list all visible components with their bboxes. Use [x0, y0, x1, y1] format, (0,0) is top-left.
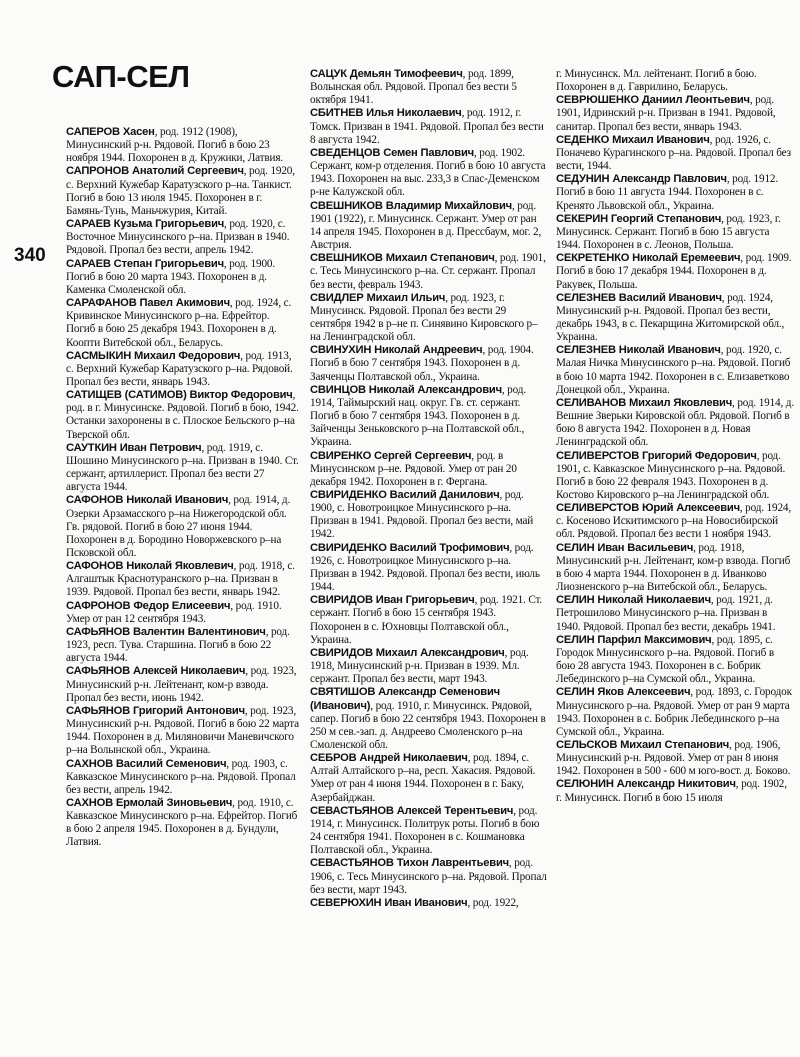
memorial-entry: [310, 752, 548, 805]
entry-text: , род. 1922,: [467, 896, 519, 909]
entry-text: , род. 1923, г. Минусинск. Сержант. Погиб в бою 15 августа 1944. Похоронен в с. Леонов, Польша.: [556, 212, 781, 252]
entry-text: , род. 1902. Сержант, ком-р отделения. Погиб в бою 10 августа 1943. Похоронен на выс. 233,3 в Спас-Деменском р-не Калужской обл.: [310, 146, 546, 199]
entry-name: САЦУК Демьян Тимофеевич: [310, 68, 463, 80]
entry-text: , род. 1914, д. Озерки Арзамасского р–на Нижегородской обл. Гв. рядовой. Погиб в бою 27 июня 1944. Похоронен в д. Бородино Новоржевского р–на Псковской обл.: [66, 494, 291, 559]
memorial-entry: [310, 292, 548, 345]
entry-text: , род. 1906, Минусинский р-н. Рядовой. Умер от ран 8 июня 1942. Похоронен в 500 - 600 м юго-вост. д. Боково.: [556, 738, 791, 778]
memorial-entry: [310, 686, 548, 752]
entry-name: СЕЛИВЕРСТОВ Юрий Алексеевич: [556, 502, 740, 515]
memorial-entry: [66, 389, 300, 442]
entry-name: СВИНУХИН Николай Андреевич: [310, 344, 483, 357]
entry-name: САФОНОВ Николай Иванович: [66, 494, 229, 507]
entry-text: , род. 1920, с. Восточное Минусинского р–на. Призван в 1940. Рядовой. Пропал без вести, апрель 1942.: [66, 218, 290, 257]
entry-text: , род. 1903, с. Кавказское Минусинского р–на. Рядовой. Пропал без вести, апрель 1942.: [66, 757, 296, 796]
entry-name: СВИДЛЕР Михаил Ильич: [310, 291, 446, 304]
entry-text: , род. 1920, с. Малая Ничка Минусинского р–на. Рядовой. Погиб в бою 10 марта 1942. Похоронен в с. Елизаветково Донецкой обл., Украина.: [556, 344, 791, 396]
memorial-entry: [66, 218, 300, 257]
memorial-entry: [66, 758, 300, 797]
entry-name: СЕЛЕЗНЕВ Николай Иванович: [556, 344, 721, 357]
entry-name: СЕВЕРЮХИН Иван Иванович: [310, 896, 468, 909]
memorial-entry: [310, 384, 548, 450]
entry-name: САФЬЯНОВ Алексей Николаевич: [66, 665, 246, 678]
memorial-entry: [556, 173, 794, 212]
entry-name: СЕЛЮНИН Александр Никитович: [556, 778, 736, 791]
entry-text: , род. 1904. Погиб в бою 7 сентября 1943. Похоронен в д. Заяченцы Полтавской обл., Украина.: [310, 344, 534, 383]
entry-text: , род. 1914, д. Вешние Зверьки Кировской обл. Рядовой. Погиб в бою 8 августа 1942. Похоронен в д. Новая Ленинградской обл.: [556, 396, 794, 449]
memorial-entry: [556, 252, 794, 291]
entry-name: СЕВРЮШЕНКО Даниил Леонтьевич: [556, 94, 750, 107]
memorial-entry: [310, 897, 548, 910]
entry-name: СЕЛИВЕРСТОВ Григорий Федорович: [556, 449, 757, 462]
entry-text: , род. 1924, Минусинский р-н. Рядовой. Пропал без вести, декабрь 1943, в с. Пекарщина Житомирской обл., Украина.: [556, 291, 785, 344]
entry-name: СБИТНЕВ Илья Николаевич: [310, 107, 462, 120]
entry-text: , род. 1910. Умер от ран 12 сентября 1943.: [66, 599, 282, 625]
memorial-entry: [556, 213, 794, 252]
memorial-entry: [66, 626, 300, 665]
memorial-entry: [66, 665, 300, 704]
memorial-entry: [66, 258, 300, 297]
entry-text: , род. 1901, с. Кавказское Минусинского р–на. Рядовой. Погиб в бою 22 февраля 1943. Похоронен в д. Костово Кировского р–на Ленинградской обл.: [556, 449, 786, 501]
entry-name: САХНОВ Ермолай Зиновьевич: [66, 796, 233, 809]
memorial-entry: [310, 857, 548, 896]
memorial-entry: [556, 94, 794, 133]
entry-text: , род. 1918, с. Алгаштык Краснотуранского р–на. Призван в 1939. Рядовой. Пропал без вести, январь 1942.: [66, 560, 295, 599]
entry-name: СЕВАСТЬЯНОВ Алексей Терентьевич: [310, 804, 514, 817]
memorial-entry: [556, 686, 794, 739]
entry-text: , род. 1914, г. Минусинск. Политрук роты. Погиб в бою 24 сентября 1941. Похоронен в с. Кошмановка Полтавской обл., Украина.: [310, 804, 540, 857]
entry-name: САСМЫКИН Михаил Федорович: [66, 349, 241, 362]
entry-name: САРАЕВ Кузьма Григорьевич: [66, 218, 225, 231]
entry-name: САРАЕВ Степан Григорьевич: [66, 257, 224, 270]
entry-name: СВИНЦОВ Николай Александрович: [310, 383, 502, 396]
entry-text: , род. 1902, г. Минусинск. Погиб в бою 15 июля: [556, 778, 787, 804]
memorial-entry: [556, 634, 794, 687]
memorial-entry: [310, 200, 548, 253]
entry-text: , род. 1920, с. Верхний Кужебар Каратузского р–на. Танкист. Погиб в бою 13 июля 1945. Похоронен в г. Бамянь-Тунь, Маньчжурия, Китай.: [66, 165, 295, 217]
entry-name: САФРОНОВ Федор Елисеевич: [66, 599, 231, 612]
entry-text: , род. 1910, с. Кавказское Минусинского р–на. Ефрейтор. Погиб в бою 2 апреля 1945. Похоронен в д. Бундули, Латвия.: [66, 796, 298, 849]
entry-name: СВЕДЕНЦОВ Семен Павлович: [310, 146, 474, 159]
entry-name: СВИРИДЕНКО Василий Трофимович: [310, 541, 510, 554]
entry-name: СЕЛИН Николай Николаевич: [556, 594, 711, 607]
entry-text: , род. 1893, с. Городок Минусинского р–на. Рядовой. Умер от ран 9 марта 1943. Похоронен в с. Бобрик Лебединского р–на Сумской обл., Украина.: [556, 686, 792, 738]
entry-name: САФОНОВ Николай Яковлевич: [66, 560, 234, 573]
entry-text: , род. 1910, г. Минусинск. Рядовой, сапер. Погиб в бою 22 сентября 1943. Похоронен в 250 м сев.-зап. д. Андреево Смоленского р–на Смоленской обл.: [310, 699, 546, 751]
entry-name: СЕЛИВАНОВ Михаил Яковлевич: [556, 396, 733, 409]
memorial-entry: [66, 165, 300, 218]
memorial-entry: [556, 397, 794, 450]
entry-text: , род. 1923, Минусинский р-н. Лейтенант, ком-р взвода. Пропал без вести, июнь 1942.: [66, 665, 297, 704]
entry-text: , род. 1894, с. Алтай Алтайского р–на, респ. Хакасия. Рядовой. Умер от ран 4 июня 1944. Похоронен в г. Баку, Азербайджан.: [310, 752, 536, 804]
entry-text: , род. 1912, г. Томск. Призван в 1941. Рядовой. Пропал без вести 8 августа 1942.: [310, 107, 544, 146]
memorial-entry: [66, 494, 300, 560]
entry-name: СЕВАСТЬЯНОВ Тихон Лаврентьевич: [310, 857, 509, 870]
entry-text: , род. 1901, с. Тесь Минусинского р–на. Ст. сержант. Пропал без вести, февраль 1943.: [310, 252, 546, 291]
entry-name: САХНОВ Василий Семенович: [66, 757, 227, 770]
memorial-entry: [310, 252, 548, 291]
memorial-entry: [556, 450, 794, 503]
memorial-entry: [66, 705, 300, 758]
column-1: [66, 126, 300, 850]
entry-text: , род. в г. Минусинске. Рядовой. Погиб в бою, 1942. Останки захоронены в с. Плоское Бельского р–на Тверской обл.: [66, 389, 299, 441]
entry-name: СЕЛЬСКОВ Михаил Степанович: [556, 738, 730, 751]
entry-name: САТИЩЕВ (САТИМОВ) Виктор Федорович: [66, 389, 293, 402]
entry-text: , род. 1899, Волынская обл. Рядовой. Пропал без вести 5 октября 1941.: [310, 68, 517, 107]
entry-text: , род. 1919, с. Шошино Минусинского р–на. Призван в 1940. Ст. сержант, артиллерист. Пропал без вести 27 августа 1944.: [66, 441, 299, 494]
section-heading: САП-СЕЛ: [52, 59, 190, 94]
entry-text: , род. 1921. Ст. сержант. Погиб в бою 15 сентября 1943. Похоронен в с. Юхновцы Полтавской обл., Украина.: [310, 594, 543, 646]
entry-text: , род. 1923, Минусинский р-н. Рядовой. Погиб в бою 22 марта 1944. Похоронен в д. Миляновичи Маневичского р–на Волынской обл., Украина.: [66, 704, 299, 757]
column-3: [556, 68, 794, 805]
entry-text: , род. 1906, с. Тесь Минусинского р–на. Рядовой. Пропал без вести, март 1943.: [310, 857, 547, 896]
memorial-entry: [310, 805, 548, 858]
memorial-entry: [556, 542, 794, 595]
entry-text: , род. 1912 (1908), Минусинский р-н. Рядовой. Погиб в бою 23 ноября 1944. Похоронен в д. Кружики, Латвия.: [66, 126, 284, 165]
memorial-entry: [556, 292, 794, 345]
memorial-entry: [556, 134, 794, 173]
memorial-entry: [310, 542, 548, 595]
memorial-entry: [66, 560, 300, 599]
memorial-entry: [310, 344, 548, 383]
entry-text: , род. 1918, Минусинский р-н. Лейтенант, ком-р взвода. Погиб в бою 4 марта 1944. Похоронен в д. Иванково Лиозненского р–на Витебской обл., Беларусь.: [556, 541, 791, 594]
memorial-entry: [310, 489, 548, 542]
entry-name: СВЕШНИКОВ Владимир Михайлович: [310, 199, 512, 212]
entry-text: , род. 1921, д. Петрошилово Минусинского р–на. Призван в 1940. Рядовой. Пропал без вести, декабрь 1941.: [556, 594, 776, 633]
column-2: [310, 68, 548, 910]
memorial-entry: [310, 450, 548, 489]
entry-text: , род. 1924, с. Косеново Искитимского р–на Новосибирской обл. Рядовой. Пропал без вести 1 ноября 1943.: [556, 502, 791, 541]
memorial-entry: [66, 126, 300, 165]
entry-text: , род. 1923, г. Минусинск. Рядовой. Пропал без вести 29 сентября 1942 в р–не п. Синявино Кировского р–на Ленинградской обл.: [310, 291, 538, 344]
entry-text: , род. 1895, с. Городок Минусинского р–на. Рядовой. Погиб в бою 28 августа 1943. Похоронен в с. Бобрик Лебединского р–на Сумской обл., Украина.: [556, 633, 774, 686]
entry-text: , род. 1901, Идринский р-н. Призван в 1941. Рядовой, санитар. Пропал без вести, январь 1943.: [556, 94, 776, 133]
entry-name: СВИРЕНКО Сергей Сергеевич: [310, 449, 472, 462]
entry-name: СЕЛЕЗНЕВ Василий Иванович: [556, 291, 722, 304]
entry-name: СЕЛИН Иван Васильевич: [556, 541, 694, 554]
entry-name: СВИРИДОВ Михаил Александрович: [310, 646, 505, 659]
entry-name: СВЕШНИКОВ Михаил Степанович: [310, 252, 495, 265]
entry-name: СЕДЕНКО Михаил Иванович: [556, 133, 710, 146]
memorial-entry: [310, 147, 548, 200]
entry-name: СВЯТИШОВ Александр Семенович (Иванович): [310, 686, 500, 712]
entry-text: , род. 1912. Погиб в бою 11 августа 1944. Похоронен в с. Кренято Львовской обл., Украина.: [556, 173, 778, 212]
memorial-entry: [66, 600, 300, 626]
memorial-entry: [556, 594, 794, 633]
entry-text: , род. 1913, с. Верхний Кужебар Каратузского р–на. Рядовой. Пропал без вести, январь 1943.: [66, 349, 293, 388]
memorial-entry: [66, 797, 300, 850]
entry-text: , род. 1926, с. Поначево Курагинского р–на. Рядовой. Пропал без вести, 1944.: [556, 133, 791, 173]
memorial-entry: [310, 594, 548, 647]
entry-text: , род. 1909. Погиб в бою 17 декабря 1944. Похоронен в д. Ракувек, Польша.: [556, 252, 792, 291]
entry-name: САУТКИН Иван Петрович: [66, 441, 202, 454]
memorial-entry: [556, 739, 794, 778]
entry-text: , род. 1923, респ. Тува. Старшина. Погиб в бою 22 августа 1944.: [66, 625, 290, 665]
memorial-entry: [310, 68, 548, 107]
memorial-entry: [556, 778, 794, 804]
entry-name: САФЬЯНОВ Валентин Валентинович: [66, 625, 266, 638]
entry-name: СВИРИДЕНКО Василий Данилович: [310, 489, 500, 501]
memorial-entry: [66, 442, 300, 495]
entry-text: , род. 1926, с. Новотроицкое Минусинского р–на. Призван в 1942. Рядовой. Пропал без вести, июль 1944.: [310, 541, 540, 594]
entry-name: САРАФАНОВ Павел Акимович: [66, 297, 230, 310]
entry-text: , род. 1918, Минусинский р-н. Призван в 1939. Мл. сержант. Пропал без вести, март 1943.: [310, 646, 529, 686]
memorial-entry: [556, 502, 794, 541]
entry-text: , род. в Минусинском р–не. Рядовой. Умер от ран 20 декабря 1942. Похоронен в г. Фергана.: [310, 449, 517, 488]
page-number: 340: [14, 245, 46, 266]
memorial-entry: [556, 68, 794, 94]
memorial-entry: [66, 297, 300, 350]
memorial-entry: [66, 350, 300, 389]
entry-text: , род. 1900, с. Новотроицкое Минусинского р–на. Призван в 1941. Рядовой. Пропал без вести, май 1942.: [310, 489, 534, 541]
entry-name: СЕЛИН Парфил Максимович: [556, 633, 712, 646]
memorial-entry: [310, 107, 548, 146]
entry-name: САПРОНОВ Анатолий Сергеевич: [66, 165, 244, 178]
entry-name: САПЕРОВ Хасен: [66, 126, 155, 138]
entry-text: , род. 1901 (1922), г. Минусинск. Сержант. Умер от ран 14 апреля 1945. Похоронен в д. Прессбаум, мог. 2, Австрия.: [310, 199, 542, 252]
entry-name: СЕКРЕТЕНКО Николай Еремеевич: [556, 252, 741, 265]
entry-name: СЕКЕРИН Георгий Степанович: [556, 212, 722, 225]
memorial-entry: [556, 344, 794, 397]
entry-name: СЕБРОВ Андрей Николаевич: [310, 752, 468, 765]
memorial-entry: [310, 647, 548, 686]
entry-name: СЕДУНИН Александр Павлович: [556, 173, 727, 186]
entry-text: , род. 1914, Таймырский нац. округ. Гв. ст. сержант. Погиб в бою 7 сентября 1943. Похоронен в д. Зайченцы Зеньковского р–на Полтавской обл., Украина.: [310, 383, 526, 449]
entry-text: , род. 1900. Погиб в бою 20 марта 1943. Похоронен в д. Каменка Смоленской обл.: [66, 257, 275, 296]
entry-name: СВИРИДОВ Иван Григорьевич: [310, 594, 475, 607]
entry-text: г. Минусинск. Мл. лейтенант. Погиб в бою. Похоронен в д. Гаврилино, Беларусь.: [556, 68, 757, 94]
entry-name: СЕЛИН Яков Алексеевич: [556, 686, 691, 699]
entry-name: САФЬЯНОВ Григорий Антонович: [66, 704, 245, 717]
entry-text: , род. 1924, с. Кривинское Минусинского р–на. Ефрейтор. Погиб в бою 25 декабря 1943. Похоронен в д. Коопти Витебской обл., Беларусь.: [66, 297, 292, 349]
